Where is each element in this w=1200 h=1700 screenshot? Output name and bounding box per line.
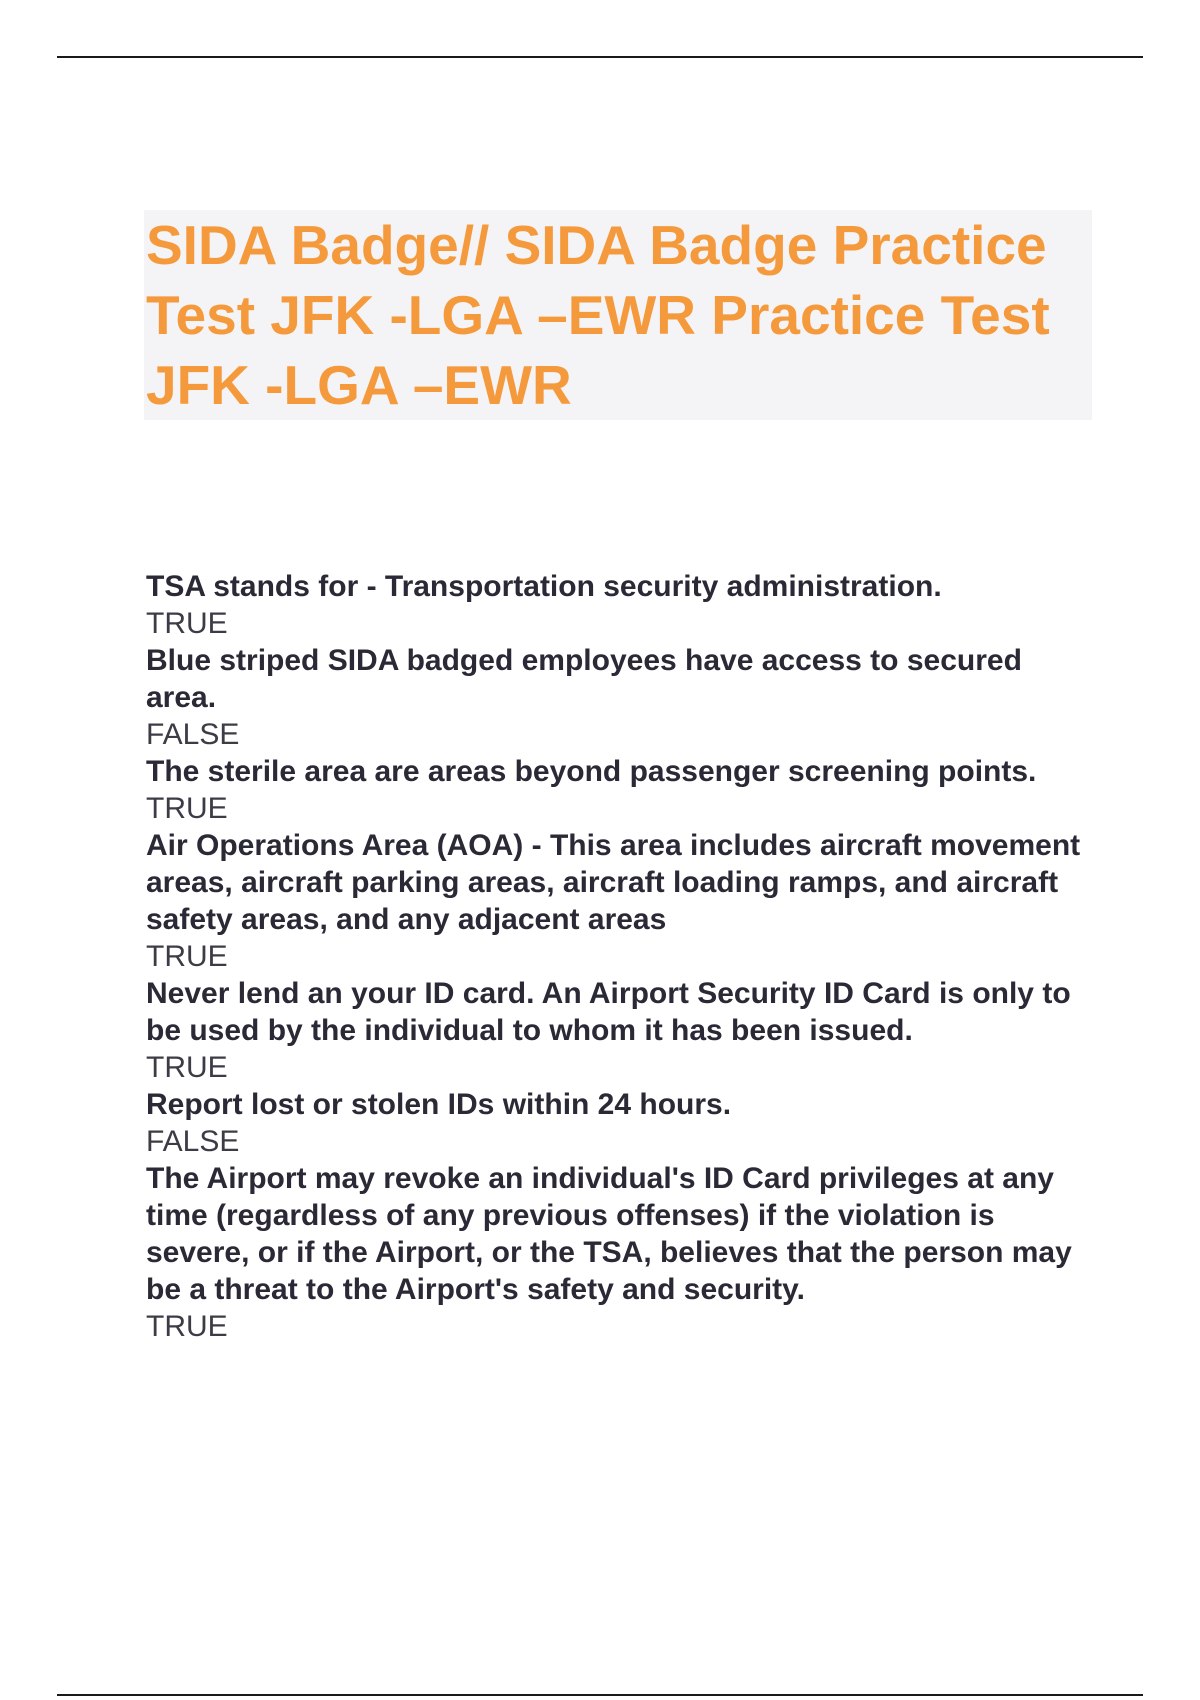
qa-item bbox=[146, 642, 1096, 753]
answer-text: TRUE bbox=[146, 940, 228, 973]
question-text: Air Operations Area (AOA) - This area includes aircraft movement areas, aircraft parking areas, aircraft loading ramps, and aircraft safety areas, and any adjacent areas bbox=[146, 829, 1081, 936]
qa-list bbox=[146, 568, 1096, 1345]
qa-item bbox=[146, 568, 1096, 642]
qa-item bbox=[146, 827, 1096, 975]
header-rule bbox=[57, 56, 1143, 58]
footer-rule bbox=[57, 1694, 1143, 1696]
answer-text: TRUE bbox=[146, 1051, 228, 1084]
answer-text: TRUE bbox=[146, 1310, 228, 1343]
question-text: Blue striped SIDA badged employees have access to secured area. bbox=[146, 644, 1022, 714]
answer-text: TRUE bbox=[146, 607, 228, 640]
title-block bbox=[144, 210, 1092, 420]
answer-text: TRUE bbox=[146, 792, 228, 825]
answer-text: FALSE bbox=[146, 718, 240, 751]
qa-item bbox=[146, 753, 1096, 827]
qa-item bbox=[146, 1160, 1096, 1345]
question-text: Never lend an your ID card. An Airport Security ID Card is only to be used by the individual to whom it has been issued. bbox=[146, 977, 1071, 1047]
question-text: TSA stands for - Transportation security administration. bbox=[146, 570, 942, 603]
qa-item bbox=[146, 975, 1096, 1086]
question-text: Report lost or stolen IDs within 24 hours. bbox=[146, 1088, 732, 1121]
document-title: SIDA Badge// SIDA Badge Practice Test JFK -LGA –EWR Practice Test JFK -LGA –EWR bbox=[146, 214, 1050, 416]
question-text: The sterile area are areas beyond passenger screening points. bbox=[146, 755, 1037, 788]
qa-item bbox=[146, 1086, 1096, 1160]
question-text: The Airport may revoke an individual's ID Card privileges at any time (regardless of any previous offenses) if the violation is severe, or if the Airport, or the TSA, believes that the person may be a threat to the Airport's safety and security. bbox=[146, 1162, 1072, 1306]
answer-text: FALSE bbox=[146, 1125, 240, 1158]
